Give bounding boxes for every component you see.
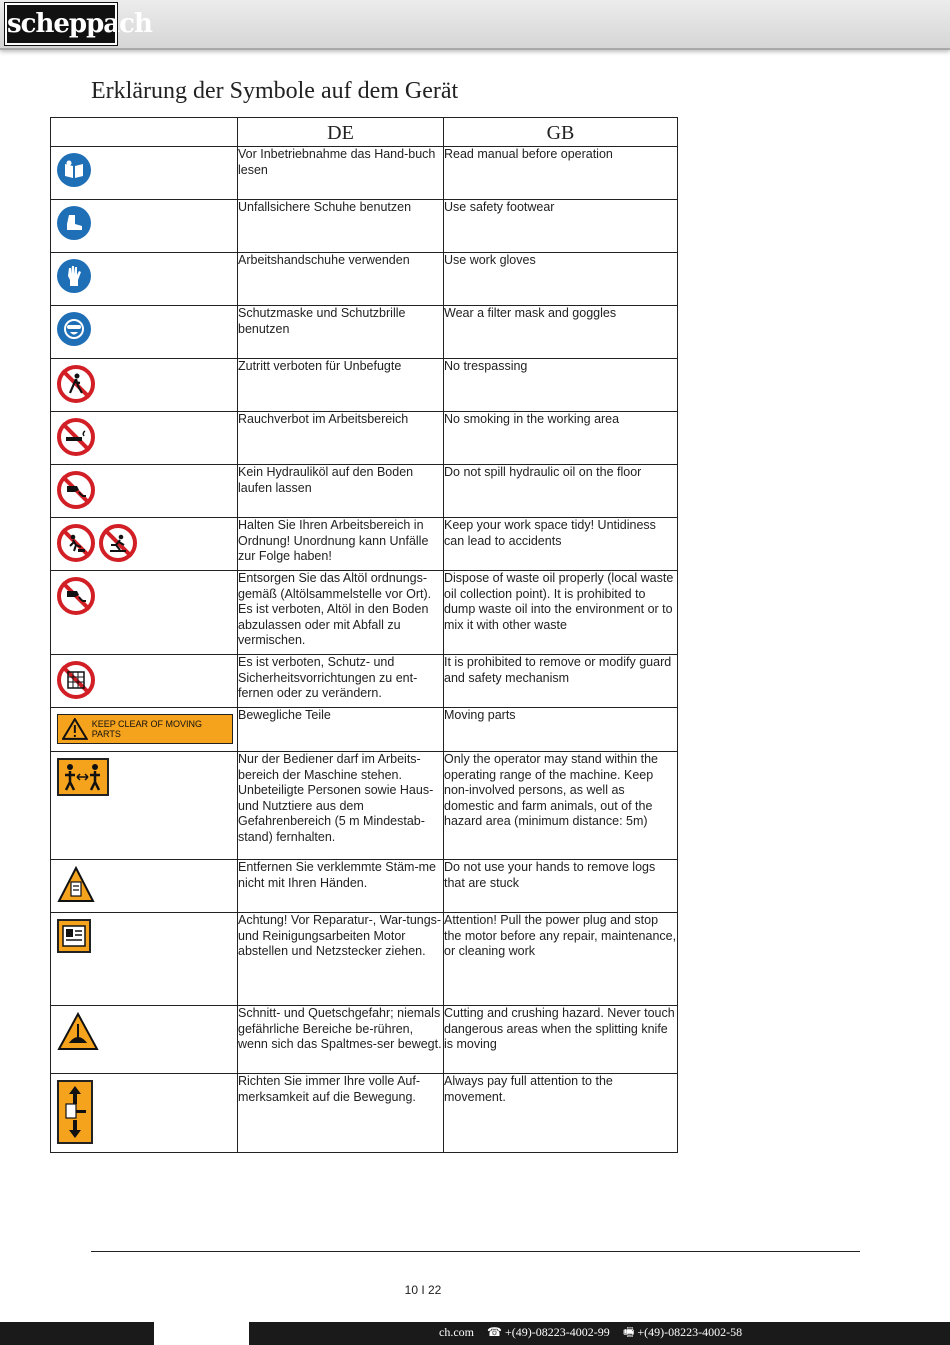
symbol-cell: [51, 913, 238, 1006]
symbol-cell: [51, 708, 238, 752]
table-row: [51, 752, 678, 860]
operator-only-icon: [57, 758, 109, 796]
mask-goggles-icon: [57, 312, 91, 346]
no-guard-removal-icon: [57, 661, 95, 699]
description-gb: Use work gloves: [444, 253, 678, 306]
table-row: [51, 147, 678, 200]
description-de: Nur der Bediener darf im Arbeits-bereich der Maschine stehen. Unbeteiligte Personen sowie Haus- und Nutztiere aus dem Gefahrenbereich (5 m Mindestab-stand) fernhalten.: [238, 752, 444, 860]
symbol-table: [50, 117, 678, 1153]
table-row: [51, 253, 678, 306]
contact-bar-left: [0, 1322, 154, 1345]
description-gb: Do not spill hydraulic oil on the floor: [444, 465, 678, 518]
symbol-cell: [51, 465, 238, 518]
contact-bar-right: [249, 1322, 950, 1345]
symbol-cell: [51, 412, 238, 465]
description-de: Achtung! Vor Reparatur-, War-tungs- und Reinigungsarbeiten Motor abstellen und Netzstecker ziehen.: [238, 913, 444, 1006]
table-row: [51, 860, 678, 913]
description-gb: Do not use your hands to remove logs that are stuck: [444, 860, 678, 913]
description-de: Halten Sie Ihren Arbeitsbereich in Ordnung! Unordnung kann Unfälle zur Folge haben!: [238, 518, 444, 571]
fax-number: 🖷 +(49)-08223-4002-58: [623, 1325, 743, 1339]
symbol-cell: [51, 1006, 238, 1074]
description-de: Richten Sie immer Ihre volle Auf-merksamkeit auf die Bewegung.: [238, 1074, 444, 1153]
table-row: [51, 571, 678, 655]
description-de: Entfernen Sie verklemmte Stäm-me nicht mit Ihren Händen.: [238, 860, 444, 913]
description-gb: No trespassing: [444, 359, 678, 412]
description-gb: Moving parts: [444, 708, 678, 752]
description-de: Schnitt- und Quetschgefahr; niemals gefährliche Bereiche be-rühren, wenn sich das Spaltmes-ser bewegt.: [238, 1006, 444, 1074]
description-de: Schutzmaske und Schutzbrille benutzen: [238, 306, 444, 359]
table-row: [51, 1074, 678, 1153]
symbol-cell: [51, 253, 238, 306]
table-row: [51, 518, 678, 571]
contact-bar: [0, 1322, 950, 1345]
description-de: Arbeitshandschuhe verwenden: [238, 253, 444, 306]
table-row: [51, 1006, 678, 1074]
footer-divider: [91, 1251, 860, 1252]
description-gb: Keep your work space tidy! Untidiness can lead to accidents: [444, 518, 678, 571]
symbol-cell: [51, 655, 238, 708]
description-de: Zutritt verboten für Unbefugte: [238, 359, 444, 412]
contact-bar-gap: [154, 1322, 249, 1345]
description-gb: Attention! Pull the power plug and stop the motor before any repair, maintenance, or cleaning work: [444, 913, 678, 1006]
table-row: [51, 412, 678, 465]
read-manual-icon: [57, 153, 91, 187]
description-de: Entsorgen Sie das Altöl ordnungs-gemäß (Altölsammelstelle vor Ort). Es ist verboten, Altöl in den Boden abzulassen oder mit Abfall zu vermischen.: [238, 571, 444, 655]
description-de: Es ist verboten, Schutz- und Sicherheitsvorrichtungen zu ent-fernen oder zu verändern.: [238, 655, 444, 708]
description-de: Unfallsichere Schuhe benutzen: [238, 200, 444, 253]
description-de: Kein Hydrauliköl auf den Boden laufen lassen: [238, 465, 444, 518]
description-de: Rauchverbot im Arbeitsbereich: [238, 412, 444, 465]
header-bar: [0, 0, 950, 50]
symbol-cell: [51, 200, 238, 253]
table-header-row: [51, 118, 678, 147]
table-row: [51, 655, 678, 708]
description-gb: It is prohibited to remove or modify guard and safety mechanism: [444, 655, 678, 708]
website-link[interactable]: ch.com: [439, 1325, 474, 1339]
description-de: Vor Inbetriebnahme das Hand-buch lesen: [238, 147, 444, 200]
column-header-gb: GB: [444, 118, 678, 147]
unplug-before-maintenance-icon: [57, 919, 91, 953]
work-gloves-icon: [57, 259, 91, 293]
table-row: [51, 359, 678, 412]
no-oil-spill-icon: [57, 471, 95, 509]
table-row: [51, 708, 678, 752]
no-smoking-icon: [57, 418, 95, 456]
symbol-cell: [51, 306, 238, 359]
symbol-cell: [51, 752, 238, 860]
description-gb: No smoking in the working area: [444, 412, 678, 465]
stuck-log-warning-icon: [57, 866, 95, 904]
keep-clear-label: KEEP CLEAR OF MOVING PARTS: [91, 719, 203, 739]
phone-number: ☎ +(49)-08223-4002-99: [487, 1325, 610, 1339]
page-number: 10 I 22: [404, 1283, 442, 1297]
description-gb: Read manual before operation: [444, 147, 678, 200]
symbol-cell: [51, 1074, 238, 1153]
description-de: Bewegliche Teile: [238, 708, 444, 752]
no-trip-hazard-icon: [57, 524, 95, 562]
no-oil-dump-icon: [57, 577, 95, 615]
crushing-hazard-icon: [57, 1012, 99, 1052]
table-row: [51, 913, 678, 1006]
description-gb: Use safety footwear: [444, 200, 678, 253]
symbol-cell: [51, 147, 238, 200]
description-gb: Always pay full attention to the movement.: [444, 1074, 678, 1153]
column-header-de: DE: [238, 118, 444, 147]
page-title: Erklärung der Symbole auf dem Gerät: [91, 78, 459, 104]
description-gb: Cutting and crushing hazard. Never touch dangerous areas when the splitting knife is moving: [444, 1006, 678, 1074]
description-gb: Dispose of waste oil properly (local waste oil collection point). It is prohibited to dump waste oil into the environment or to mix it with other waste: [444, 571, 678, 655]
no-slip-hazard-icon: [99, 524, 137, 562]
symbol-cell: [51, 571, 238, 655]
no-trespassing-icon: [57, 365, 95, 403]
symbol-cell: [51, 860, 238, 913]
symbol-cell: [51, 518, 238, 571]
column-header-symbol: [51, 118, 238, 147]
safety-footwear-icon: [57, 206, 91, 240]
table-row: [51, 465, 678, 518]
table-row: [51, 306, 678, 359]
symbol-cell: [51, 359, 238, 412]
keep-clear-icon: [57, 714, 233, 744]
description-gb: Only the operator may stand within the operating range of the machine. Keep non-involved persons, as well as domestic and farm animals, out of the hazard area (minimum distance: 5m): [444, 752, 678, 860]
movement-attention-icon: [57, 1080, 93, 1144]
brand-logo: scheppach: [5, 3, 117, 45]
description-gb: Wear a filter mask and goggles: [444, 306, 678, 359]
table-row: [51, 200, 678, 253]
